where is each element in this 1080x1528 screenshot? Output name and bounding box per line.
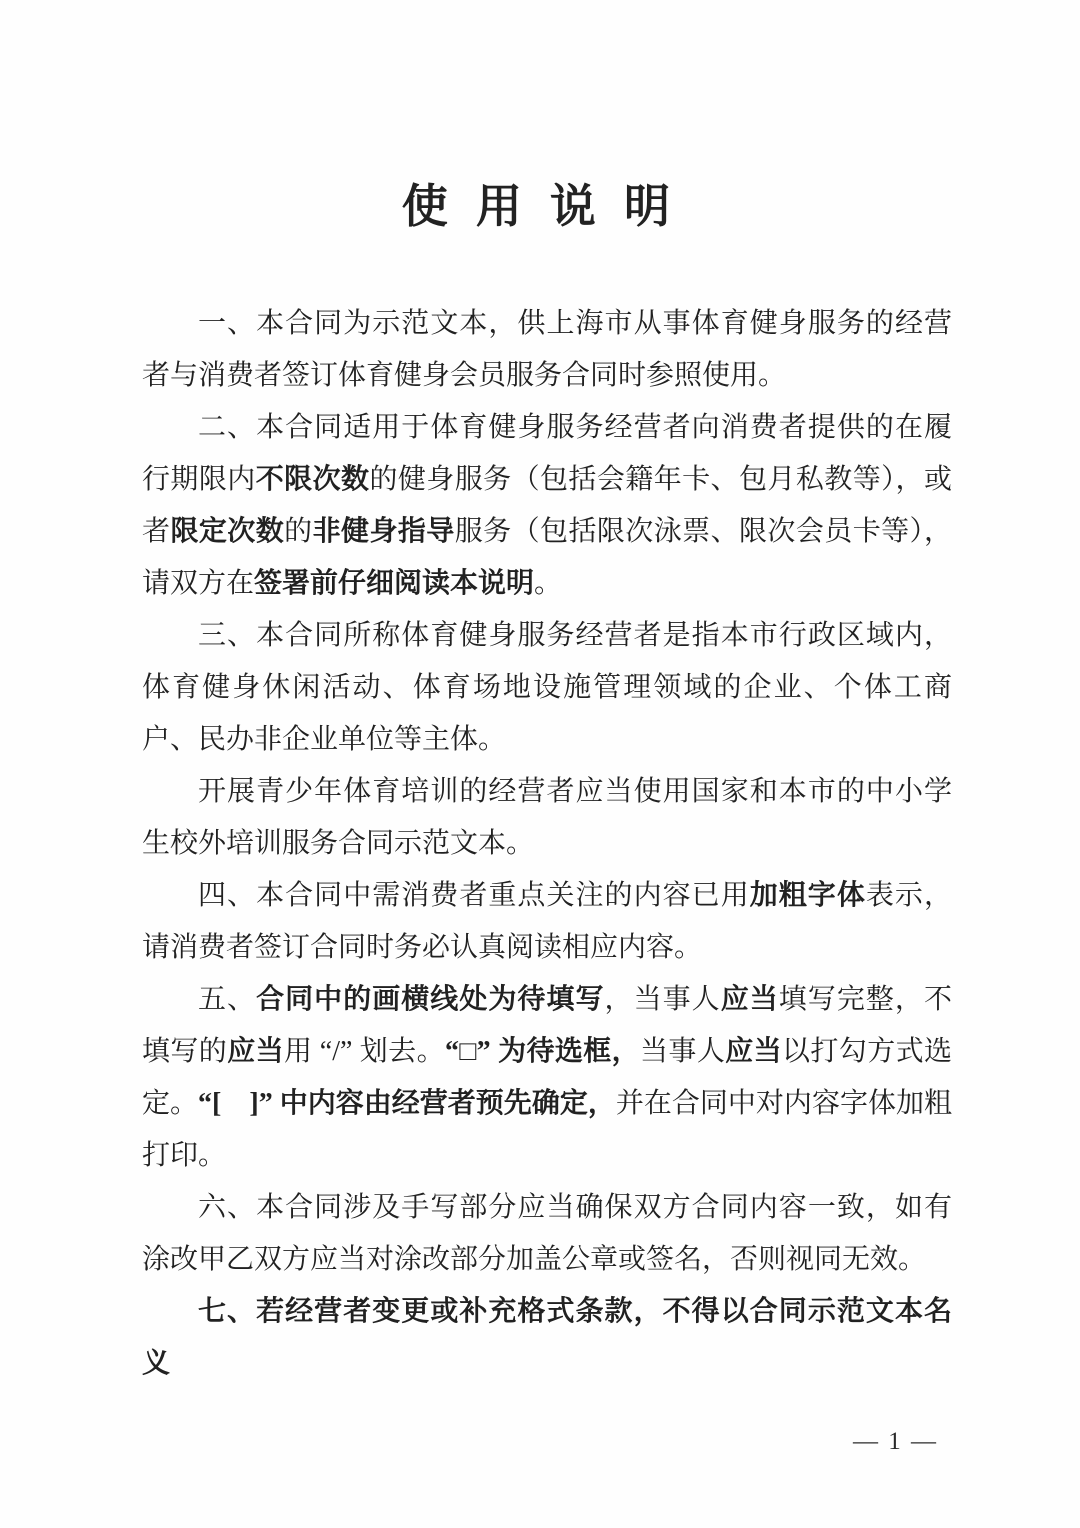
text-segment: 不限次数: [255, 464, 370, 495]
text-segment: 服务（包括限次泳票、限次会员卡等），请双方在: [142, 516, 952, 599]
text-segment: 二、本合同适用于体育健身服务经营者向消费者提供的在履行期限内: [142, 412, 952, 495]
paragraph: [142, 1286, 952, 1390]
text-segment: 。: [534, 568, 563, 599]
paragraph: [142, 766, 952, 870]
text-segment: ，当事人: [604, 984, 721, 1015]
text-segment: 应当: [725, 1036, 783, 1067]
paragraph: [142, 610, 952, 766]
text-segment: 的健身服务（包括会籍年卡、包月私教等），或者: [142, 464, 952, 547]
text-segment: 五、: [198, 984, 257, 1015]
paragraph: [142, 870, 952, 974]
text-segment: 限定次数: [170, 516, 285, 547]
text-segment: 应当: [227, 1036, 284, 1067]
page-number: — 1 —: [853, 1428, 938, 1455]
document-body: [0, 298, 1080, 1390]
text-segment: 的: [284, 516, 313, 547]
text-segment: 非健身指导: [312, 516, 455, 547]
text-segment: 七、若经营者变更或补充格式条款，不得以合同示范文本名义: [142, 1296, 952, 1379]
text-segment: 合同中的画横线处为待填写: [256, 984, 605, 1015]
text-segment: 表示，请消费者签订合同时务必认真阅读相应内容。: [142, 880, 952, 963]
text-segment: 开展青少年体育培训的经营者应当使用国家和本市的中小学生校外培训服务合同示范文本。: [142, 776, 952, 859]
paragraph: [142, 1182, 952, 1286]
text-segment: 并在合同中对内容字体加粗打印。: [142, 1088, 952, 1171]
text-segment: 以打勾方式选定。: [142, 1036, 952, 1119]
text-segment: “[ ]” 中内容由经营者预先确定，: [198, 1088, 616, 1119]
text-segment: 应当: [720, 984, 779, 1015]
text-segment: 签署前仔细阅读本说明: [254, 568, 535, 599]
paragraph: [142, 974, 952, 1182]
text-segment: 填写完整，不填写的: [142, 984, 952, 1067]
text-segment: 四、本合同中需消费者重点关注的内容已用: [198, 880, 750, 911]
text-segment: 当事人: [640, 1036, 726, 1067]
paragraph: [142, 298, 952, 402]
text-segment: 六、本合同涉及手写部分应当确保双方合同内容一致，如有涂改甲乙双方应当对涂改部分加盖公章或签名，否则视同无效。: [142, 1192, 952, 1275]
paragraph: [142, 402, 952, 610]
text-segment: “□” 为待选框，: [444, 1036, 641, 1067]
text-segment: 三、本合同所称体育健身服务经营者是指本市行政区域内，体育健身休闲活动、体育场地设施管理领域的企业、个体工商户、民办非企业单位等主体。: [142, 620, 952, 755]
text-segment: 加粗字体: [749, 880, 866, 911]
text-segment: 用 “/” 划去。: [283, 1036, 445, 1067]
text-segment: 一、本合同为示范文本，供上海市从事体育健身服务的经营者与消费者签订体育健身会员服务合同时参照使用。: [142, 308, 952, 391]
page-title: 使 用 说 明: [401, 181, 679, 232]
